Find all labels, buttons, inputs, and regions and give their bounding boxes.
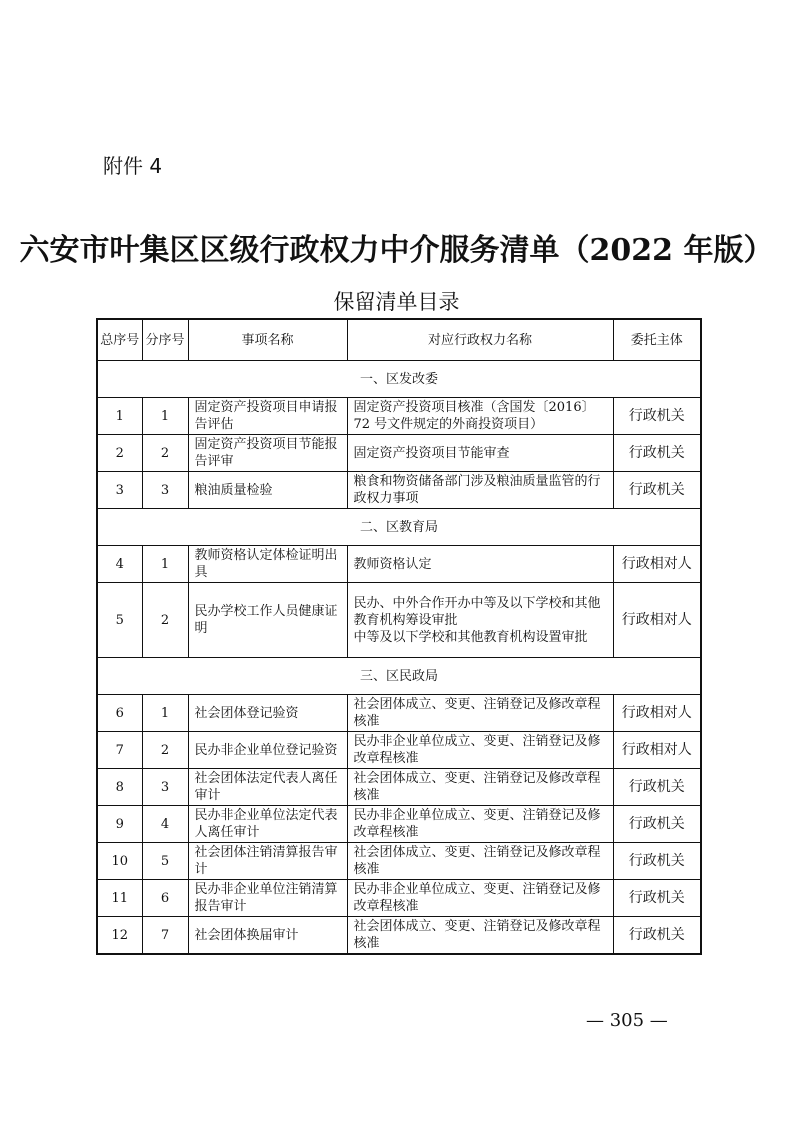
total-no: 1 (97, 398, 142, 435)
item-name: 民办学校工作人员健康证明 (188, 583, 347, 658)
power-name: 民办非企业单位成立、变更、注销登记及修改章程核准 (347, 806, 613, 843)
col-header-total-no: 总序号 (97, 319, 142, 361)
table-row (97, 435, 701, 472)
total-no: 5 (97, 583, 142, 658)
total-no: 7 (97, 732, 142, 769)
total-no: 6 (97, 695, 142, 732)
item-name: 固定资产投资项目申请报告评估 (188, 398, 347, 435)
document-subtitle: 保留清单目录 (333, 290, 460, 314)
table-row (97, 695, 701, 732)
authority: 行政机关 (613, 917, 701, 955)
col-header-authority: 委托主体 (613, 319, 701, 361)
sub-no: 1 (142, 398, 188, 435)
table-row (97, 398, 701, 435)
table-row (97, 880, 701, 917)
sub-no: 1 (142, 546, 188, 583)
sub-no: 3 (142, 769, 188, 806)
service-list-table (96, 318, 702, 955)
sub-no: 2 (142, 583, 188, 658)
total-no: 9 (97, 806, 142, 843)
table-row (97, 732, 701, 769)
power-name: 社会团体成立、变更、注销登记及修改章程核准 (347, 695, 613, 732)
authority: 行政相对人 (613, 732, 701, 769)
authority: 行政机关 (613, 769, 701, 806)
sub-no: 5 (142, 843, 188, 880)
total-no: 3 (97, 472, 142, 509)
col-header-sub-no: 分序号 (142, 319, 188, 361)
authority: 行政机关 (613, 472, 701, 509)
sub-no: 6 (142, 880, 188, 917)
power-name: 社会团体成立、变更、注销登记及修改章程核准 (347, 843, 613, 880)
item-name: 社会团体注销清算报告审计 (188, 843, 347, 880)
power-name: 粮食和物资储备部门涉及粮油质量监管的行政权力事项 (347, 472, 613, 509)
total-no: 12 (97, 917, 142, 955)
sub-no: 3 (142, 472, 188, 509)
item-name: 教师资格认定体检证明出具 (188, 546, 347, 583)
total-no: 10 (97, 843, 142, 880)
sub-no: 2 (142, 732, 188, 769)
item-name: 民办非企业单位登记验资 (188, 732, 347, 769)
total-no: 11 (97, 880, 142, 917)
document-title: 六安市叶集区区级行政权力中介服务清单（2022 年版） (19, 233, 774, 268)
col-header-item-name: 事项名称 (188, 319, 347, 361)
table-row (97, 843, 701, 880)
section-row (97, 509, 701, 546)
item-name: 民办非企业单位注销清算报告审计 (188, 880, 347, 917)
table-row (97, 583, 701, 658)
authority: 行政机关 (613, 806, 701, 843)
authority: 行政相对人 (613, 583, 701, 658)
section-title: 一、区发改委 (97, 361, 701, 398)
table-row (97, 917, 701, 955)
authority: 行政机关 (613, 398, 701, 435)
col-header-power-name: 对应行政权力名称 (347, 319, 613, 361)
section-row (97, 658, 701, 695)
total-no: 2 (97, 435, 142, 472)
item-name: 社会团体登记验资 (188, 695, 347, 732)
item-name: 固定资产投资项目节能报告评审 (188, 435, 347, 472)
power-name: 民办非企业单位成立、变更、注销登记及修改章程核准 (347, 880, 613, 917)
sub-no: 2 (142, 435, 188, 472)
total-no: 4 (97, 546, 142, 583)
section-row (97, 361, 701, 398)
power-name: 民办非企业单位成立、变更、注销登记及修改章程核准 (347, 732, 613, 769)
sub-no: 1 (142, 695, 188, 732)
table-row (97, 472, 701, 509)
table-row (97, 546, 701, 583)
item-name: 社会团体换届审计 (188, 917, 347, 955)
item-name: 社会团体法定代表人离任审计 (188, 769, 347, 806)
power-name: 民办、中外合作开办中等及以下学校和其他教育机构筹设审批 中等及以下学校和其他教育机构设置审批 (347, 583, 613, 658)
authority: 行政相对人 (613, 695, 701, 732)
page-number: — 305 — (586, 1010, 668, 1031)
authority: 行政机关 (613, 435, 701, 472)
power-name: 社会团体成立、变更、注销登记及修改章程核准 (347, 917, 613, 955)
sub-no: 7 (142, 917, 188, 955)
authority: 行政相对人 (613, 546, 701, 583)
sub-no: 4 (142, 806, 188, 843)
item-name: 粮油质量检验 (188, 472, 347, 509)
power-name: 固定资产投资项目节能审查 (347, 435, 613, 472)
section-title: 二、区教育局 (97, 509, 701, 546)
power-name: 教师资格认定 (347, 546, 613, 583)
item-name: 民办非企业单位法定代表人离任审计 (188, 806, 347, 843)
table-row (97, 769, 701, 806)
attachment-label: 附件 4 (103, 154, 163, 178)
power-name: 社会团体成立、变更、注销登记及修改章程核准 (347, 769, 613, 806)
authority: 行政机关 (613, 880, 701, 917)
table-header-row (97, 319, 701, 361)
authority: 行政机关 (613, 843, 701, 880)
table-row (97, 806, 701, 843)
total-no: 8 (97, 769, 142, 806)
power-name: 固定资产投资项目核准（含国发〔2016〕72 号文件规定的外商投资项目） (347, 398, 613, 435)
section-title: 三、区民政局 (97, 658, 701, 695)
